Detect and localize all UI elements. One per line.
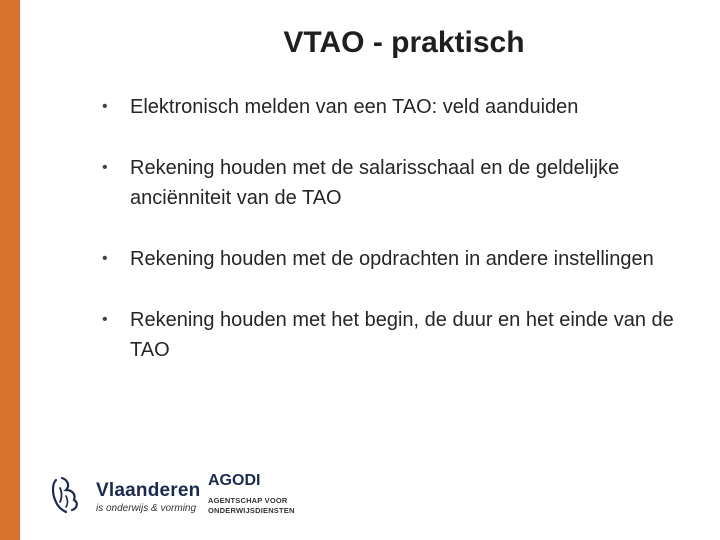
agodi-subtitle-line: AGENTSCHAP VOOR (208, 496, 288, 505)
bullet-dot-icon: • (102, 159, 108, 176)
bullet-text: Rekening houden met de opdrachten in andere instellingen (130, 248, 654, 270)
bullet-dot-icon: • (102, 311, 108, 328)
bullet-item (100, 305, 690, 365)
bullet-text: Rekening houden met de salarisschaal en de geldelijke anciënniteit van de TAO (130, 157, 620, 209)
bullet-item (100, 92, 690, 122)
vlaanderen-logo-tagline: is onderwijs & vorming (96, 503, 197, 514)
bullet-text: Rekening houden met het begin, de duur en het einde van de TAO (130, 309, 674, 361)
bullet-list (100, 92, 690, 396)
bullet-item (100, 244, 690, 274)
footer-logos (48, 468, 308, 520)
accent-side-bar (0, 0, 20, 540)
lion-icon (48, 474, 84, 514)
bullet-text: Elektronisch melden van een TAO: veld aanduiden (130, 96, 579, 118)
agodi-subtitle-line: ONDERWIJSDIENSTEN (208, 506, 295, 515)
bullet-dot-icon: • (102, 250, 108, 267)
slide-title: VTAO - praktisch (283, 26, 525, 59)
bullet-dot-icon: • (102, 98, 108, 115)
agodi-logo-name: AGODI (208, 472, 261, 489)
vlaanderen-logo-name: Vlaanderen (96, 480, 201, 501)
agodi-logo-subtitle (208, 496, 295, 516)
bullet-item (100, 153, 690, 213)
